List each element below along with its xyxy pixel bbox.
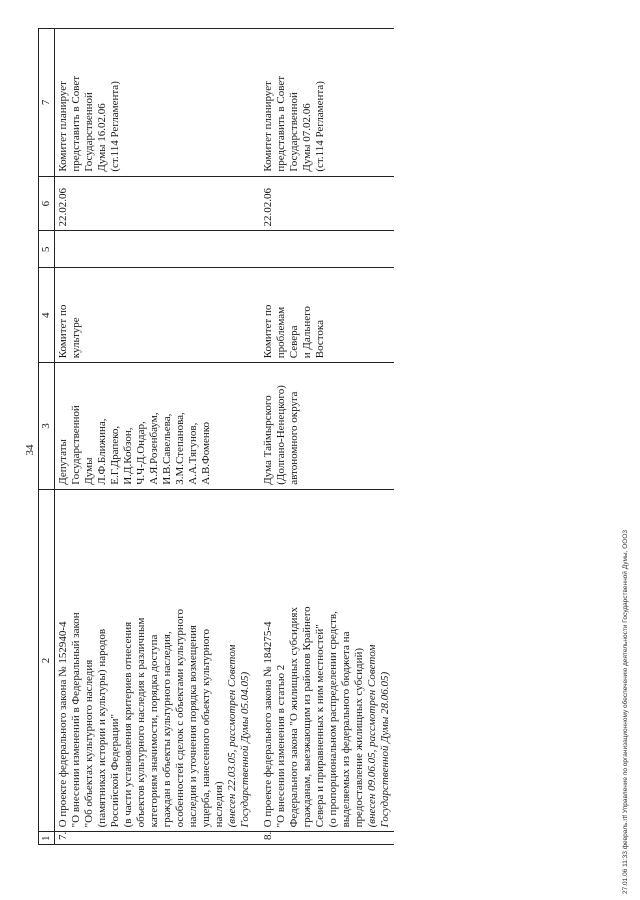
text-line: Ч.Ч-Д.Ондар, [135, 421, 147, 485]
text-line: культуре [70, 317, 82, 359]
column-header: 6 [39, 176, 55, 231]
row-number: 7. [55, 832, 255, 845]
text-line: особенностей сделок с объектами культурного [174, 608, 186, 828]
bill-description [55, 489, 255, 832]
text-line: выделяемых из федерального бюджета на [340, 631, 352, 828]
text-line: З.М.Степанова, [174, 412, 186, 485]
column-header: 1 [39, 832, 55, 845]
responsible-committee [55, 268, 255, 363]
text-line: Комитет по [262, 304, 274, 359]
text-line: представить в Совет [70, 75, 82, 172]
column-header: 3 [39, 363, 55, 490]
text-line: (памятниках истории и культуры) народов [96, 628, 108, 828]
text-line: и Дальнего [301, 306, 313, 359]
table-row [55, 29, 255, 845]
text-line: (ст.114 Регламента) [314, 81, 326, 172]
text-line: И.Д.Кобзон, [122, 427, 134, 485]
text-line: объектов культурного наследия к различным [135, 617, 147, 828]
text-line: наследия и уточнения порядка возмещения [187, 625, 199, 828]
text-line: Комитет по [57, 304, 69, 359]
text-line: Дума Таймырского [262, 395, 274, 485]
text-line: Думы 16.02.06 [96, 103, 108, 172]
text-line: Государственной [70, 405, 82, 485]
text-line: (о пропорциональном распределении средств, [327, 611, 339, 828]
text-line: представить в Совет [275, 75, 287, 172]
text-line: "Об объектах культурного наследия [83, 659, 95, 828]
committee-plan [55, 29, 255, 177]
text-line: (Долгано-Ненецкого) [275, 385, 287, 485]
text-line: ущерба, нанесенного объекту культурного [200, 628, 212, 828]
text-line: Федерального закона "О жилищных субсидиях [288, 607, 300, 828]
text-line: Думы [83, 457, 95, 485]
text-line: А.А.Тягунов, [187, 422, 199, 485]
text-line: О проекте федерального закона № 184275-4 [262, 621, 274, 828]
column-five-cell [260, 231, 394, 268]
text-line: "О внесении изменений в Федеральный закон [70, 612, 82, 828]
text-line: проблемам Севера [275, 306, 300, 359]
submission-note-line: (внесен 09.06.05, рассмотрен Советом [366, 644, 378, 828]
text-line: автономного округа [288, 391, 300, 485]
text-line: предоставление жилищных субсидий) [353, 647, 365, 828]
text-line: Востока [314, 320, 326, 359]
submission-note-line: Государственной Думы 28.06.05) [379, 671, 391, 828]
submission-note-line: (внесен 22.03.05, рассмотрен Советом [226, 644, 238, 828]
text-line: граждан в объекты культурного наследия, [161, 631, 173, 828]
bill-author [260, 363, 394, 490]
text-line: Российской Федерации" [109, 713, 121, 828]
text-line: Л.Ф.Ближина, [96, 418, 108, 485]
bill-registry-table [38, 28, 394, 845]
consideration-date: 22.02.06 [260, 176, 394, 231]
text-line: И.В.Савельева, [161, 413, 173, 485]
column-header: 4 [39, 268, 55, 363]
text-line: Севера и приравненных к ним местностей" [314, 624, 326, 828]
text-line: гражданам, выезжающим из районов Крайнего [301, 606, 313, 828]
row-number: 8. [260, 832, 394, 845]
consideration-date: 22.02.06 [55, 176, 255, 231]
text-line: Государственной [83, 92, 95, 172]
bill-description [260, 489, 394, 832]
text-line: наследия) [213, 781, 225, 828]
bill-author [55, 363, 255, 490]
text-line: категориям значимости, порядка доступа [148, 634, 160, 828]
text-line: А.Я.Розенбаум, [148, 412, 160, 485]
column-five-cell [55, 231, 255, 268]
submission-note-line: Государственной Думы 05.04.05) [239, 671, 251, 828]
text-line: Комитет планирует [57, 81, 69, 172]
text-line: Государственной [288, 92, 300, 172]
responsible-committee [260, 268, 394, 363]
text-line: (в части установления критериев отнесения [122, 621, 134, 828]
text-line: Комитет планирует [262, 81, 274, 172]
text-line: А.В.Фоменко [200, 421, 212, 485]
text-line: Е.Г.Драпеко, [109, 425, 121, 485]
print-footer-stamp: 27.01.06 11:33 февраль.rtf Управление по организационному обеспечению деятельности Государственной Думы, ООО3 [622, 530, 629, 894]
page-number: 34 [24, 444, 36, 456]
text-line: Депутаты [57, 439, 69, 485]
column-header: 5 [39, 231, 55, 268]
text-line: "О внесении изменения в статью 2 [275, 664, 287, 828]
text-line: Думы 07.02.06 [301, 103, 313, 172]
text-line: О проекте федерального закона № 152940-4 [57, 621, 69, 828]
column-header: 2 [39, 489, 55, 832]
column-header: 7 [39, 29, 55, 177]
table-row [260, 29, 394, 845]
committee-plan [260, 29, 394, 177]
text-line: (ст.114 Регламента) [109, 81, 121, 172]
table-header-row [39, 29, 55, 845]
